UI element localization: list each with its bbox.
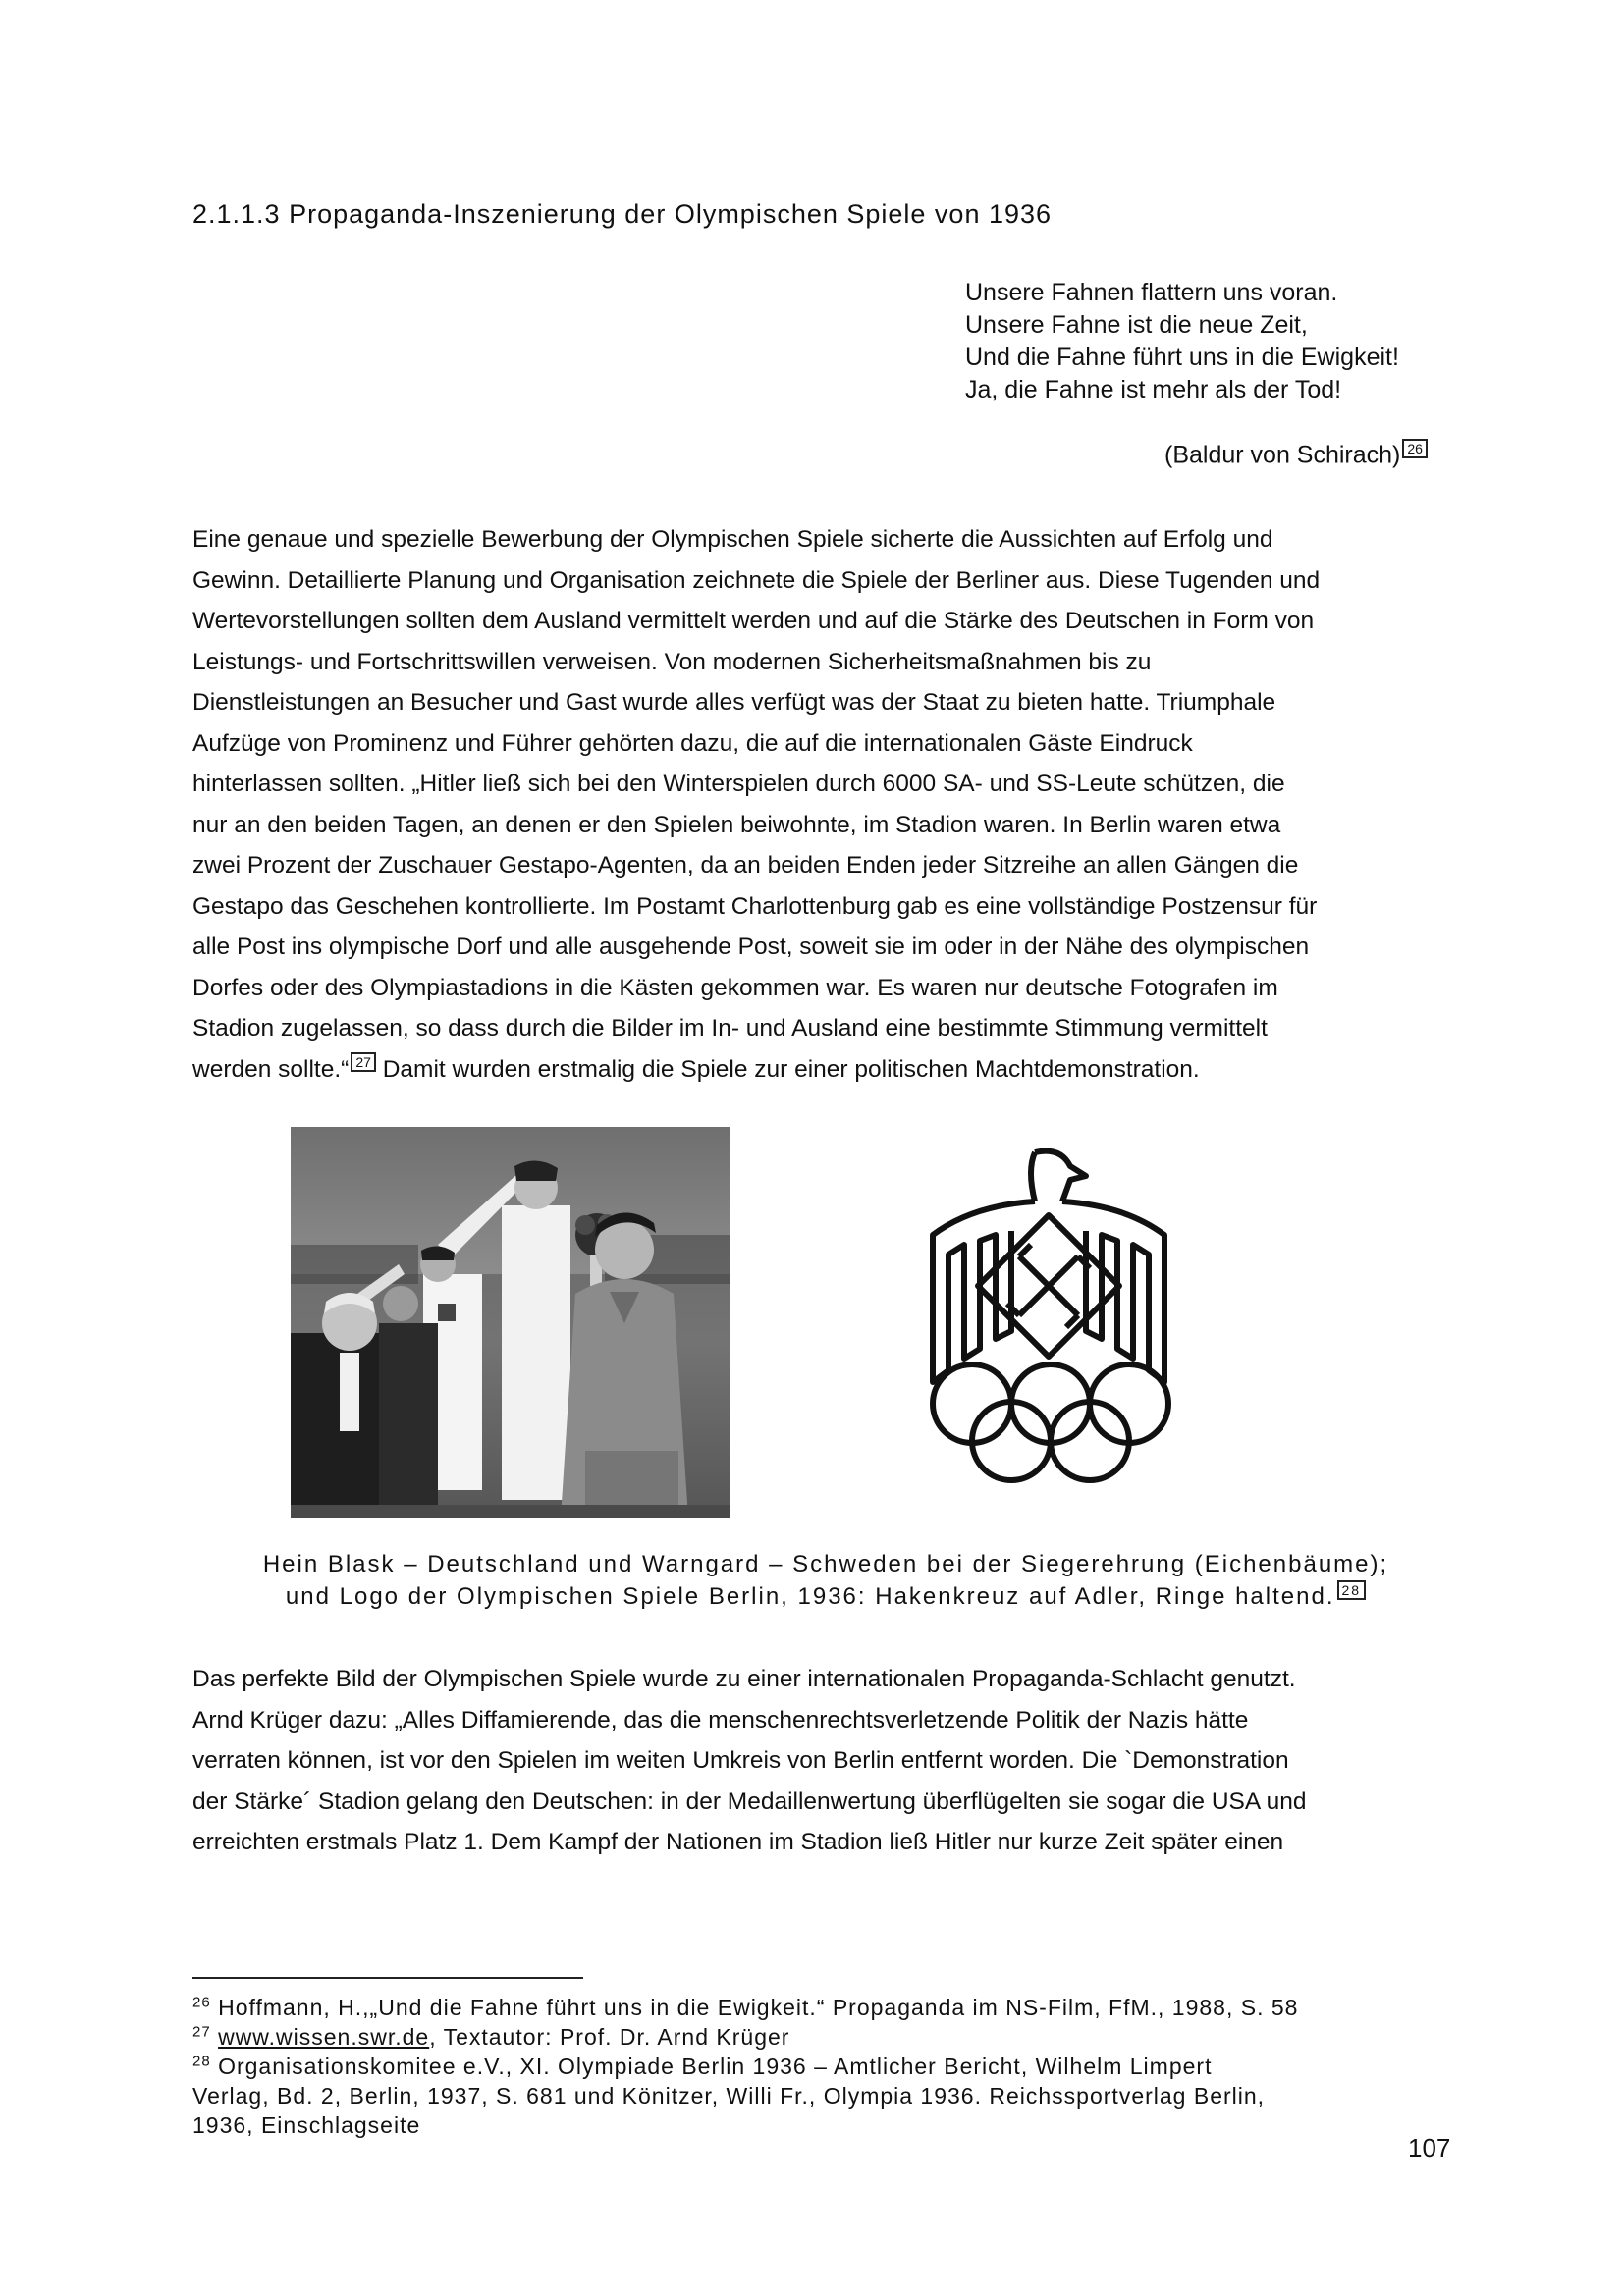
text-fragment: werden sollte.“ — [192, 1055, 350, 1083]
page-number: 107 — [1408, 2133, 1451, 2163]
footnote-number: 28 — [192, 2053, 211, 2070]
footnote-text-line: Verlag, Bd. 2, Berlin, 1937, S. 681 und Könitzer, Willi Fr., Olympia 1936. Reichssportverlag Berlin, — [192, 2083, 1266, 2109]
footnote-27 — [192, 2022, 1469, 2052]
footnotes — [192, 1993, 1469, 2140]
text-line: Dorfes oder des Olympiastadions in die Kästen gekommen war. Es waren nur deutsche Fotografen im — [192, 974, 1278, 1001]
footnote-ref-27[interactable]: 27 — [351, 1052, 376, 1072]
footnote-text: Hoffmann, H.,„Und die Fahne führt uns in die Ewigkeit.“ Propaganda im NS-Film, FfM., 1988, S. 58 — [218, 1995, 1299, 2020]
text-line: Leistungs- und Fortschrittswillen verweisen. Von modernen Sicherheitsmaßnahmen bis zu — [192, 648, 1152, 675]
text-line: nur an den beiden Tagen, an denen er den Spielen beiwohnte, im Stadion waren. In Berlin waren etwa — [192, 811, 1281, 838]
text-line: zwei Prozent der Zuschauer Gestapo-Agenten, da an beiden Enden jeder Sitzreihe an allen Gängen die — [192, 852, 1299, 879]
section-heading: 2.1.1.3 Propaganda-Inszenierung der Olympischen Spiele von 1936 — [192, 199, 1053, 229]
footnote-text-line: 1936, Einschlagseite — [192, 2112, 421, 2138]
text-line: Dienstleistungen an Besucher und Gast wurde alles verfügt was der Staat zu bieten hatte. Triumphale — [192, 689, 1276, 716]
footnote-26 — [192, 1993, 1469, 2022]
footnote-link[interactable]: www.wissen.swr.de — [218, 2024, 430, 2050]
text-fragment: Damit wurden erstmalig die Spiele zur einer politischen Machtdemonstration. — [375, 1055, 1200, 1083]
text-line: der Stärke´ Stadion gelang den Deutschen: in der Medaillenwertung überflügelten sie sogar die USA und — [192, 1788, 1307, 1815]
text-line: erreichten erstmals Platz 1. Dem Kampf der Nationen im Stadion ließ Hitler nur kurze Zeit später einen — [192, 1829, 1284, 1855]
attribution-text: (Baldur von Schirach) — [1164, 441, 1401, 469]
text-line: Arnd Krüger dazu: „Alles Diffamierende, das die menschenrechtsverletzende Politik der Nazis hätte — [192, 1706, 1249, 1734]
poem-line: Und die Fahne führt uns in die Ewigkeit! — [965, 344, 1399, 371]
caption-line — [192, 1580, 1459, 1613]
footnote-ref-28[interactable]: 28 — [1337, 1580, 1367, 1600]
text-line: Stadion zugelassen, so dass durch die Bilder im In- und Ausland eine bestimmte Stimmung vermittelt — [192, 1015, 1268, 1041]
text-line: Das perfekte Bild der Olympischen Spiele wurde zu einer internationalen Propaganda-Schlacht genutzt. — [192, 1666, 1296, 1692]
victory-ceremony-photo — [291, 1127, 730, 1518]
caption-line: Hein Blask – Deutschland und Warngard – Schweden bei der Siegerehrung (Eichenbäume); — [262, 1551, 1389, 1577]
olympic-eagle-logo — [913, 1147, 1188, 1486]
epigraph-poem — [965, 277, 1399, 406]
text-line: Gewinn. Detaillierte Planung und Organisation zeichnete die Spiele der Berliner aus. Diese Tugenden und — [192, 566, 1321, 594]
epigraph-attribution — [1164, 439, 1428, 469]
text-line: Aufzüge von Prominenz und Führer gehörten dazu, die auf die internationalen Gäste Eindruck — [192, 729, 1193, 757]
footnote-separator — [192, 1977, 583, 1979]
text-line: alle Post ins olympische Dorf und alle ausgehende Post, soweit sie im oder in der Nähe des olympischen — [192, 934, 1310, 960]
footnote-28 — [192, 2052, 1469, 2081]
text-line: verraten können, ist vor den Spielen im weiten Umkreis von Berlin entfernt worden. Die `Demonstration — [192, 1747, 1289, 1774]
poem-line: Unsere Fahnen flattern uns voran. — [965, 279, 1338, 306]
poem-line: Ja, die Fahne ist mehr als der Tod! — [965, 376, 1342, 403]
text-line: Gestapo das Geschehen kontrollierte. Im Postamt Charlottenburg gab es eine vollständige Postzensur für — [192, 892, 1318, 920]
body-paragraph-1 — [192, 519, 1469, 1090]
footnote-text: , Textautor: Prof. Dr. Arnd Krüger — [429, 2024, 790, 2050]
figure-caption — [192, 1548, 1459, 1613]
footnote-number: 26 — [192, 1994, 211, 2011]
text-line — [192, 1049, 1469, 1091]
text-line: Wertevorstellungen sollten dem Ausland vermittelt werden und auf die Stärke des Deutschen in Form von — [192, 608, 1315, 634]
text-line: Eine genaue und spezielle Bewerbung der Olympischen Spiele sicherte die Aussichten auf Erfolg und — [192, 526, 1273, 553]
poem-line: Unsere Fahne ist die neue Zeit, — [965, 311, 1308, 339]
footnote-text: Organisationskomitee e.V., XI. Olympiade Berlin 1936 – Amtlicher Bericht, Wilhelm Limpert — [218, 2054, 1213, 2079]
footnote-number: 27 — [192, 2023, 211, 2041]
text-line: hinterlassen sollten. „Hitler ließ sich bei den Winterspielen durch 6000 SA- und SS-Leute schützen, die — [192, 771, 1285, 797]
body-paragraph-2 — [192, 1659, 1469, 1863]
caption-text: und Logo der Olympischen Spiele Berlin, 1936: Hakenkreuz auf Adler, Ringe haltend. — [285, 1583, 1335, 1610]
footnote-ref-26[interactable]: 26 — [1402, 439, 1428, 458]
